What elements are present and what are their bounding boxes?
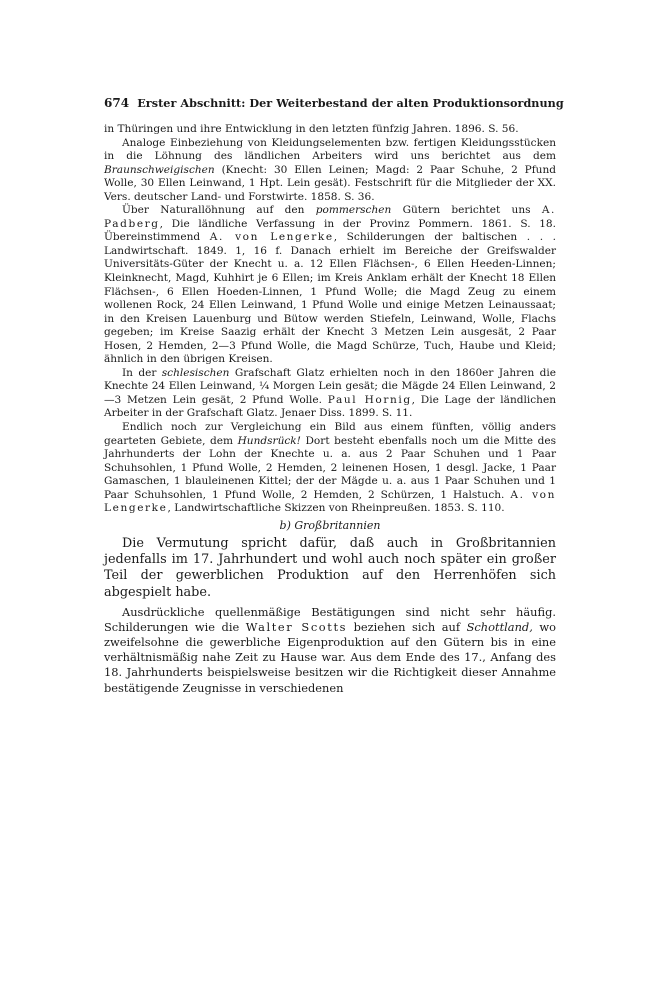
running-header xyxy=(104,96,564,110)
text-run: Dort besteht ebenfalls noch um die Mitte des Jahrhunderts der Lohn der Knechte u. a. aus 2 Paar Schuhen und 1 Paar Schuhsohlen, 1 Pfund Wolle, 2 Hemden, 2 leinenen Hosen, 1 desgl. Jacke, 1 Paar Gamaschen, 1 blauleinenen Kittel; der der Mägde u. a. aus 1 Paar Schuhen und 1 Paar Schuhsohlen, 1 Pfund Wolle, 2 Hemden, 2 Schürzen, 1 Halstuch. xyxy=(104,434,556,501)
text-run: Gütern berichtet uns xyxy=(391,204,542,217)
text-run: In der xyxy=(122,366,162,379)
text-run: , Die Lage der ländlichen Arbeiter in der Grafschaft Glatz. Jenaer Diss. 1899. S. 11. xyxy=(104,393,556,420)
section-letter: b) xyxy=(279,518,291,532)
text-run: Grafschaft Glatz erhielten noch in den 1860er Jahren die Knechte 24 Ellen Leinwand, ¼ Morgen Lein gesät; die Mägde 24 Ellen Leinwand, 2—3 Metzen Lein gesät, 2 Pfund Wolle. xyxy=(104,366,556,406)
footnote-block xyxy=(104,123,556,516)
body-paragraph xyxy=(104,605,556,696)
note-paragraph xyxy=(104,137,556,205)
text-run: beziehen sich auf xyxy=(347,620,467,635)
section-title: Großbritannien xyxy=(294,518,381,532)
author-name: A. Padberg xyxy=(104,204,556,230)
author-name: Paul Hornig xyxy=(327,393,412,406)
text-run: Analoge Einbeziehung von Kleidungselementen bzw. fertigen Kleidungsstücken in die Löhnung des ländlichen Arbeiters wird uns berichtet aus dem xyxy=(104,136,556,163)
text-run: (Knecht: 30 Ellen Leinen; Magd: 2 Paar Schuhe, 2 Pfund Wolle, 30 Ellen Leinwand, 1 Hpt. Lein gesät). Festschrift für die Mitglieder der XX. Vers. deutscher Land- und Forstwirte. 1858. S. 36. xyxy=(104,163,556,203)
note-paragraph: in Thüringen und ihre Entwicklung in den letzten fünfzig Jahren. 1896. S. 56. xyxy=(104,123,519,135)
place-name: schlesischen xyxy=(161,366,230,379)
place-name: Schottland, xyxy=(466,620,533,635)
text-run: wo zweifelsohne die gewerbliche Eigenproduktion auf den Gütern bis in eine verhältnismäßig nahe Zeit zu Hause war. Aus dem Ende des 17., Anfang des 18. Jahrhunderts beispielsweise besitzen wir die Richtigkeit dieser Annahme bestätigende Zeugnisse in verschiedenen xyxy=(104,620,556,695)
place-name: Braunschweigischen xyxy=(104,163,215,176)
text-run: , Schilderungen der baltischen . . . Landwirtschaft. 1849. 1, 16 f. Danach erhielt im Bereiche der Greifswalder Universitäts-Güter der Knecht u. a. 12 Ellen Flächsen-, 6 Ellen Heeden-Linnen; Kleinknecht, Magd, Kuhhirt je 6 Ellen; im Kreis Anklam erhält der Knecht 18 Ellen Flächsen-, 6 Ellen Hoeden-Linnen, 1 Pfund Wolle; die Magd Zeug zu einem wollenen Rock, 24 Ellen Leinwand, 1 Pfund Wolle und einige Metzen Leinaussaat; in den Kreisen Lauenburg und Bütow werden Stiefeln, Leinwand, Wolle, Flachs gegeben; im Kreise Saazig erhält der Knecht 3 Metzen Lein ausgesät, 2 Paar Hosen, 2 Hemden, 2—3 Pfund Wolle, die Magd Schürze, Tuch, Haube und Kleid; ähnlich in den übrigen Kreisen. xyxy=(104,231,557,366)
section-heading xyxy=(104,519,556,533)
author-name: A. von Lengerke xyxy=(104,488,556,515)
text-run: , Die ländliche Verfassung in der Provinz Pommern. 1861. S. 18. Übereinstimmend xyxy=(104,217,556,244)
author-name: A. von Lengerke xyxy=(209,231,334,244)
note-paragraph xyxy=(104,367,556,421)
place-name: Hundsrück! xyxy=(237,434,301,447)
text-run: Über Naturallöhnung auf den xyxy=(122,204,316,217)
note-paragraph xyxy=(104,204,556,367)
place-name: pommerschen xyxy=(315,204,392,217)
page xyxy=(104,96,564,696)
note-paragraph xyxy=(104,421,556,516)
running-title: Erster Abschnitt: Der Weiterbestand der alten Produktionsordnung xyxy=(137,96,564,110)
author-name: Walter Scotts xyxy=(245,620,348,635)
text-run: Endlich noch zur Vergleichung ein Bild aus einem fünften, völlig anders gearteten Gebiete, dem xyxy=(104,421,556,447)
thesis-paragraph: Die Vermutung spricht dafür, daß auch in Großbritannien jedenfalls im 17. Jahrhundert und wohl auch noch später ein großer Teil der gewerblichen Produktion auf den Herrenhöfen sich abgespielt habe. xyxy=(104,535,556,600)
text-run: Ausdrückliche quellenmäßige Bestätigungen sind nicht sehr häufig. Schilderungen wie die xyxy=(104,605,556,635)
text-run: , Landwirtschaftliche Skizzen von Rheinpreußen. 1853. S. 110. xyxy=(167,502,505,515)
page-number: 674 xyxy=(104,96,130,110)
